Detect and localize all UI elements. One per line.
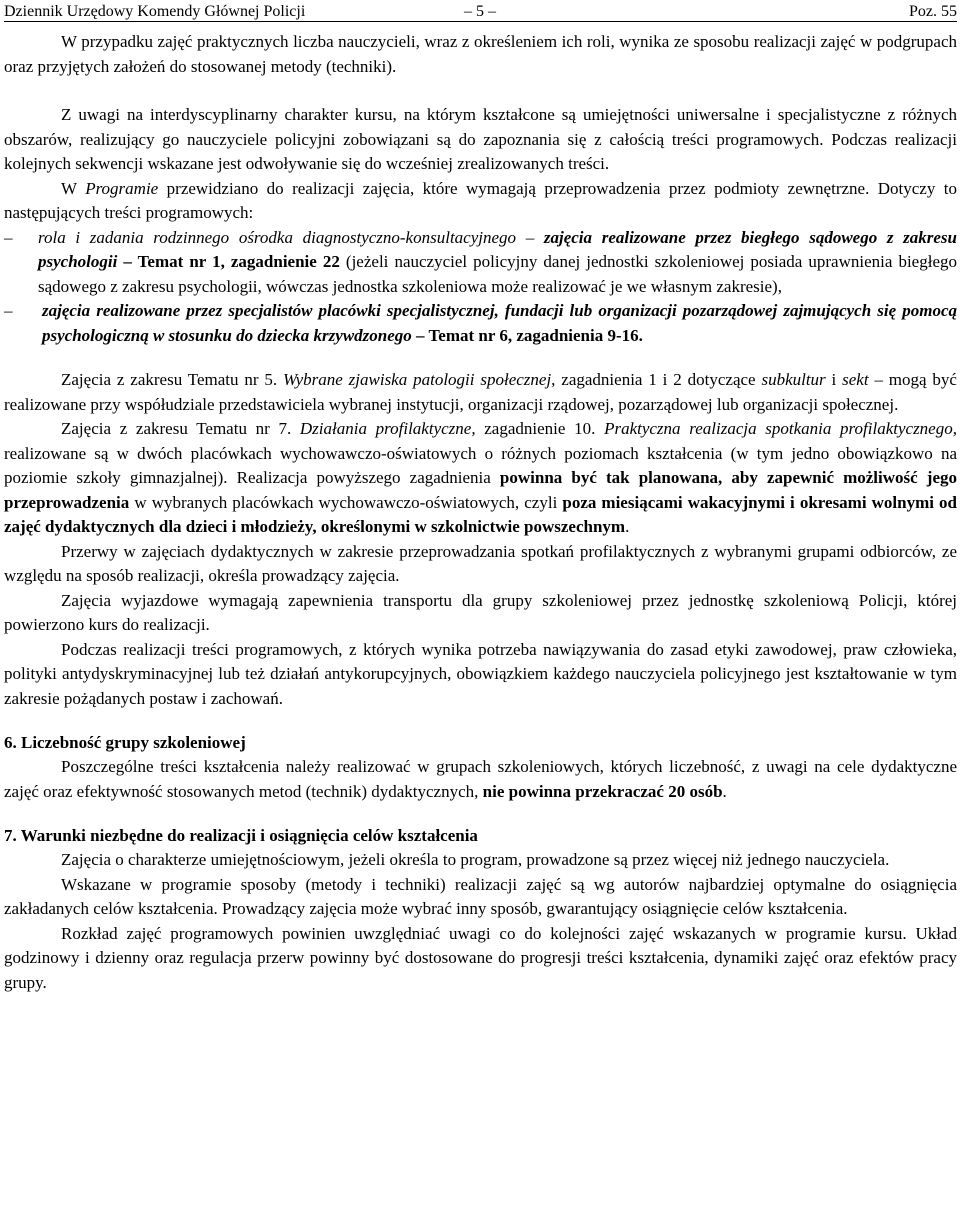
section-7-heading: 7. Warunki niezbędne do realizacji i osiągnięcia celów kształcenia (4, 826, 478, 845)
paragraph-schedule: Rozkład zajęć programowych powinien uwzględniać uwagi co do kolejności zajęć wskazanych w programie kursu. Układ godzinowy i dzienny oraz regulacja przerw powinny być dostosowane do progresji treści kształcenia, dynamiki zajęć oraz efektów pracy grupy. (4, 923, 957, 992)
list-item: – rola i zadania rodzinnego ośrodka diagnostyczno-konsultacyjnego – zajęcia realizowane przez biegłego sądowego z zakresu psychologii – Temat nr 1, zagadnienie 22 (jeżeli nauczyciel policyjny danej jednostki szkoleniowej posiada uprawnienia biegłego sądowego z zakresu psychologii, wówczas jednostka szkoleniowa może realizować je we własnym zakresie), (4, 227, 958, 296)
paragraph-interdisciplinary: Z uwagi na interdyscyplinarny charakter kursu, na którym kształcone są umiejętności uniwersalne i specjalistyczne z różnych obszarów, realizujący go nauczyciele policyjni zobowiązani są do zapoznania się z całością treści programowych. Podczas realizacji kolejnych sekwencji wskazane jest odwoływanie się do wcześniej zrealizowanych treści. (4, 105, 957, 173)
paragraph-transport: Zajęcia wyjazdowe wymagają zapewnienia transportu dla grupy szkoleniowej przez jednostkę szkoleniową Policji, której powierzono kurs do realizacji. (4, 590, 957, 634)
paragraph-external-entities: W Programie przewidziano do realizacji zajęcia, które wymagają przeprowadzenia przez podmioty zewnętrzne. Dotyczy to następujących treści programowych: (4, 178, 957, 222)
list-item: – zajęcia realizowane przez specjalistów placówki specjalistycznej, fundacji lub organizacji pozarządowej zajmujących się pomocą psychologiczną w stosunku do dziecka krzywdzonego – Temat nr 6, zagadnienia 9-16. (4, 301, 957, 345)
paragraph-ethics: Podczas realizacji treści programowych, z których wynika potrzeba nawiązywania do zasad etyki zawodowej, praw człowieka, polityki antydyskryminacyjnej lub też działań antykorupcyjnych, obowiązkiem każdego nauczyciela policyjnego jest kształtowanie w tym zakresie pożądanych postaw i zachowań. (4, 639, 957, 708)
paragraph-methods: Wskazane w programie sposoby (metody i techniki) realizacji zajęć są wg autorów najbardziej optymalne do osiągnięcia zakładanych celów kształcenia. Prowadzący zajęcia może wybrać inny sposób, gwarantujący osiągnięcie celów kształcenia. (4, 874, 957, 918)
paragraph-multiple-teachers: Zajęcia o charakterze umiejętnościowym, jeżeli określa to program, prowadzone są przez więcej niż jednego nauczyciela. (61, 850, 890, 869)
list-dash: – (4, 301, 13, 320)
list-dash: – (4, 227, 13, 247)
section-6-heading: 6. Liczebność grupy szkoleniowej (4, 733, 246, 752)
journal-title: Dziennik Urzędowy Komendy Głównej Policji (4, 3, 306, 20)
position-number: Poz. 55 (909, 3, 957, 20)
paragraph-breaks: Przerwy w zajęciach dydaktycznych w zakresie przeprowadzania spotkań profilaktycznych z wybranymi grupami odbiorców, ze względu na sposób realizacji, określa prowadzący zajęcia. (4, 541, 957, 585)
paragraph-topic-5: Zajęcia z zakresu Tematu nr 5. Wybrane zjawiska patologii społecznej, zagadnienia 1 i 2 dotyczące subkultur i sekt – mogą być realizowane przy współudziale przedstawiciela wybranej instytucji, organizacji rządowej, pozarządowej lub organizacji społecznej. (4, 370, 957, 414)
paragraph-practical-classes: W przypadku zajęć praktycznych liczba nauczycieli, wraz z określeniem ich roli, wynika ze sposobu realizacji zajęć w podgrupach oraz przyjętych założeń do stosowanej metody (techniki). (4, 32, 957, 76)
external-topics-list (4, 226, 957, 349)
paragraph-group-size: Poszczególne treści kształcenia należy realizować w grupach szkoleniowych, których liczebność, z uwagi na cele dydaktyczne zajęć oraz efektywność stosowanych metod (technik) dydaktycznych, nie powinna przekraczać 20 osób. (4, 757, 957, 801)
page-number: – 5 – (464, 3, 496, 20)
paragraph-topic-7: Zajęcia z zakresu Tematu nr 7. Działania profilaktyczne, zagadnienie 10. Praktyczna realizacja spotkania profilaktycznego, realizowane są w dwóch placówkach wychowawczo-oświatowych o różnych poziomach kształcenia (w tym jedno obowiązkowo na poziomie szkoły gimnazjalnej). Realizacja powyższego zagadnienia powinna być tak planowana, aby zapewnić możliwość jego przeprowadzenia w wybranych placówkach wychowawczo-oświatowych, czyli poza miesiącami wakacyjnymi i okresami wolnymi od zajęć dydaktycznych dla dzieci i młodzieży, określonymi w szkolnictwie powszechnym. (4, 419, 957, 536)
page-header (4, 0, 957, 22)
